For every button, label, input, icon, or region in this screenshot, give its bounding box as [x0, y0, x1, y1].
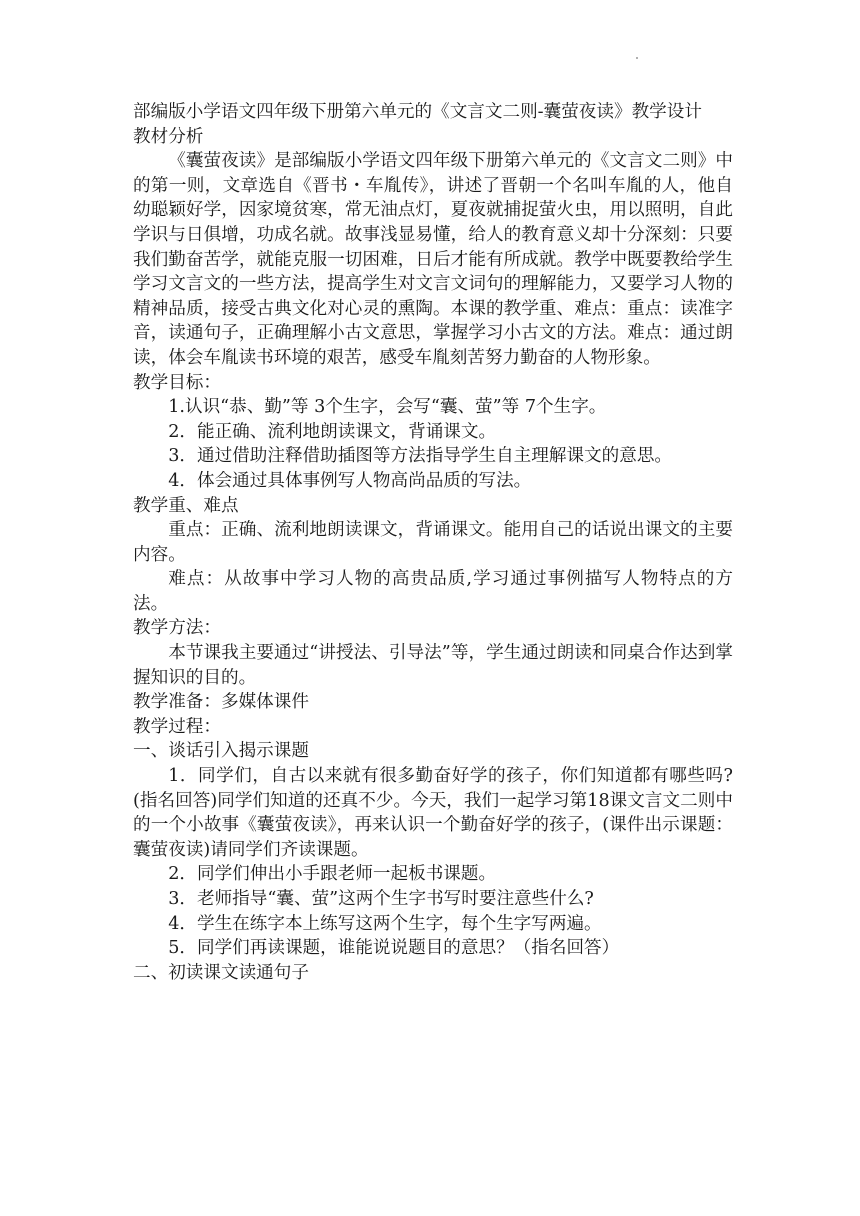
- process-heading: 教学过程：: [133, 716, 221, 737]
- key-difficulty: 难点：从故事中学习人物的高贵品质,学习通过事例描写人物特点的方法。: [133, 569, 733, 614]
- section1-item-1: 1．同学们，自古以来就有很多勤奋好学的孩子，你们知道都有哪些吗?(指名回答)同学们知道的还真不少。今天，我们一起学习第18课文言文二则中的一个小故事《囊萤夜读》，再来认识一个勤奋好学的孩子，(课件出示课题：囊萤夜读)请同学们齐读课题。: [133, 766, 733, 860]
- analysis-heading: 教材分析: [133, 126, 204, 147]
- section1-item-2: 2．同学们伸出小手跟老师一起板书课题。: [168, 864, 497, 885]
- analysis-body: 《囊萤夜读》是部编版小学语文四年级下册第六单元的《文言文二则》中的第一则，文章选自《晋书・车胤传》，讲述了晋朝一个名叫车胤的人，他自幼聪颖好学，因家境贫寒，常无油点灯，夏夜就捕捉萤火虫，用以照明，自此学识与日俱增，功成名就。故事浅显易懂，给人的教育意义却十分深刻：只要我们勤奋苦学，就能克服一切困难，日后才能有所成就。教学中既要教给学生学习文言文的一些方法，提高学生对文言文词句的理解能力，又要学习人物的精神品质，接受古典文化对心灵的熏陶。本课的教学重、难点：重点：读准字音，读通句子，正确理解小古文意思，掌握学习小古文的方法。难点：通过朗读，体会车胤读书环境的艰苦，感受车胤刻苦努力勤奋的人物形象。: [133, 151, 733, 368]
- goal-item-3: 3．通过借助注释借助插图等方法指导学生自主理解课文的意思。: [168, 446, 673, 467]
- key-focus: 重点：正确、流利地朗读课文，背诵课文。能用自己的话说出课文的主要内容。: [133, 520, 733, 565]
- goals-heading: 教学目标：: [133, 372, 221, 393]
- section2-heading: 二、初读课文读通句子: [133, 962, 309, 983]
- goal-item-1: 1.认识“恭、勤”等 3个生字，会写“囊、萤”等 7个生字。: [168, 397, 607, 418]
- page-mark: [636, 57, 638, 59]
- method-heading: 教学方法：: [133, 618, 221, 639]
- section1-item-5: 5．同学们再读课题，谁能说说题目的意思？（指名回答）: [168, 938, 620, 959]
- goal-item-4: 4．体会通过具体事例写人物高尚品质的写法。: [168, 470, 532, 491]
- goal-item-2: 2．能正确、流利地朗读课文，背诵课文。: [168, 421, 497, 442]
- section1-item-4: 4．学生在练字本上练写这两个生字，每个生字写两遍。: [168, 913, 602, 934]
- method-body: 本节课我主要通过“讲授法、引导法”等，学生通过朗读和同桌合作达到掌握知识的目的。: [133, 643, 733, 688]
- prep-line: 教学准备：多媒体课件: [133, 692, 309, 713]
- key-points-heading: 教学重、难点: [133, 495, 239, 516]
- section1-heading: 一、谈话引入揭示课题: [133, 741, 309, 762]
- section1-item-3: 3．老师指导“囊、萤”这两个生字书写时要注意些什么?: [168, 889, 594, 909]
- document-title: 部编版小学语文四年级下册第六单元的《文言文二则-囊萤夜读》教学设计: [133, 102, 702, 122]
- document-page: [133, 100, 733, 985]
